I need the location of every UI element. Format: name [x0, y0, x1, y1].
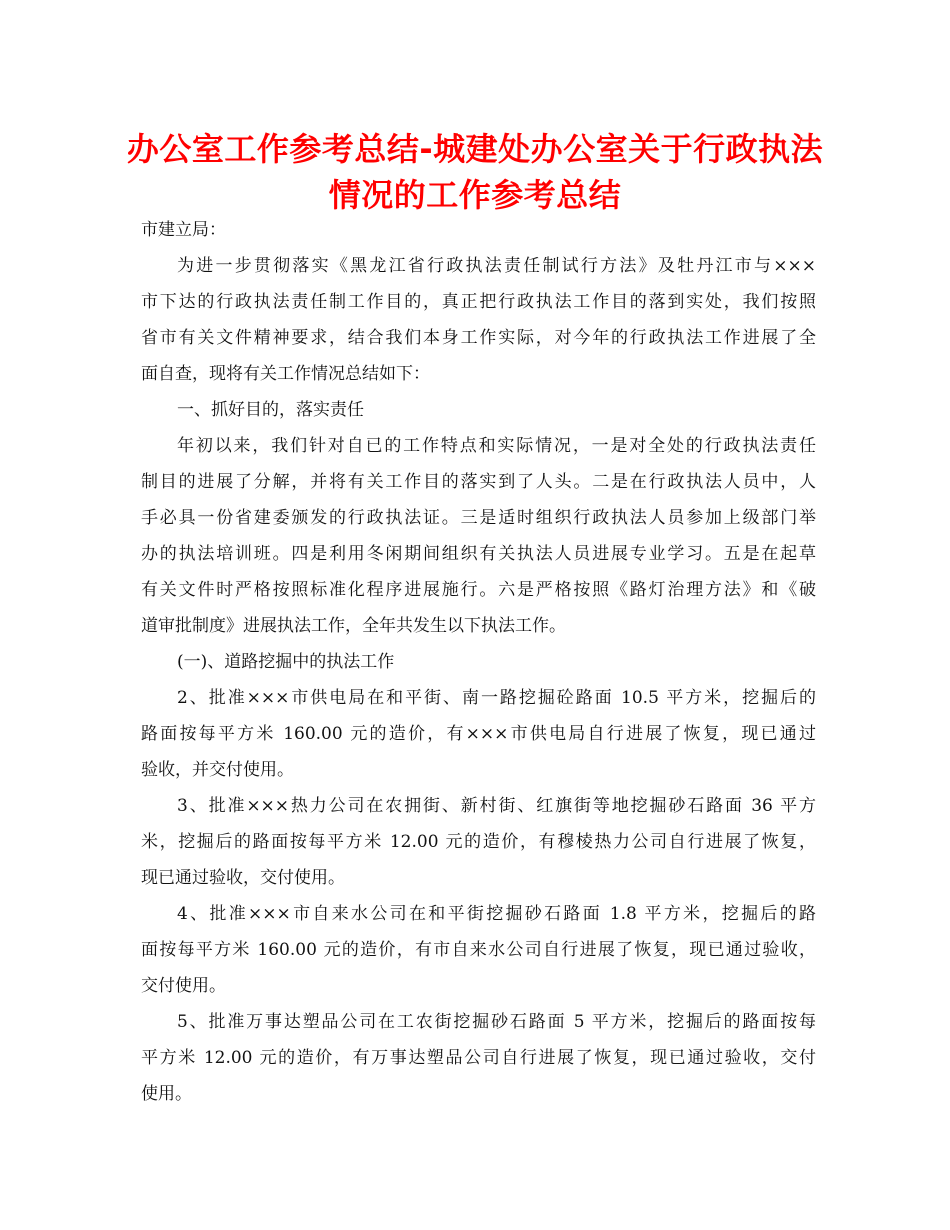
body-line: 为进一步贯彻落实《黑龙江省行政执法责任制试行方法》及牡丹江市与××× — [177, 256, 816, 276]
body-line: 使用。 — [141, 1084, 192, 1104]
document-title-line-2: 情况的工作参考总结 — [328, 176, 622, 214]
body-line: 路面按每平方米 160.00 元的造价，有×××市供电局自行进展了恢复，现已通过 — [141, 724, 816, 744]
body-line: 2、批准×××市供电局在和平街、南一路挖掘砼路面 10.5 平方米，挖掘后的 — [177, 688, 816, 708]
body-line: 一、抓好目的，落实责任 — [177, 400, 364, 420]
body-line: 年初以来，我们针对自已的工作特点和实际情况，一是对全处的行政执法责任 — [177, 436, 816, 456]
body-line: 市下达的行政执法责任制工作目的，真正把行政执法工作目的落到实处，我们按照 — [141, 292, 816, 312]
body-line: 省市有关文件精神要求，结合我们本身工作实际，对今年的行政执法工作进展了全 — [141, 328, 816, 348]
body-line: 制目的进展了分解，并将有关工作目的落实到了人头。二是在行政执法人员中，人 — [141, 472, 816, 492]
document-title-line-1: 办公室工作参考总结-城建处办公室关于行政执法 — [126, 130, 824, 168]
body-line: 面自查，现将有关工作情况总结如下： — [141, 364, 430, 384]
body-line: 5、批准万事达塑品公司在工农街挖掘砂石路面 5 平方米，挖掘后的路面按每 — [177, 1012, 816, 1032]
body-line: 3、批准×××热力公司在农拥街、新村街、红旗街等地挖掘砂石路面 36 平方 — [177, 796, 816, 816]
salutation: 市建立局： — [141, 220, 226, 240]
body-line: (一)、道路挖掘中的执法工作 — [177, 652, 395, 672]
body-line: 现已通过验收，交付使用。 — [141, 868, 345, 888]
body-line: 交付使用。 — [141, 976, 226, 996]
body-line: 办的执法培训班。四是利用冬闲期间组织有关执法人员进展专业学习。五是在起草 — [141, 544, 816, 564]
body-line: 有关文件时严格按照标准化程序进展施行。六是严格按照《路灯治理方法》和《破 — [141, 580, 816, 600]
document-body — [141, 212, 816, 1112]
body-line: 道审批制度》进展执法工作，全年共发生以下执法工作。 — [141, 616, 566, 636]
body-line: 米，挖掘后的路面按每平方米 12.00 元的造价，有穆棱热力公司自行进展了恢复， — [141, 832, 816, 852]
body-line: 面按每平方米 160.00 元的造价，有市自来水公司自行进展了恢复，现已通过验收， — [141, 940, 816, 960]
body-line: 验收，并交付使用。 — [141, 760, 294, 780]
body-line: 4、批准×××市自来水公司在和平街挖掘砂石路面 1.8 平方米，挖掘后的路 — [177, 904, 816, 924]
body-line: 手必具一份省建委颁发的行政执法证。三是适时组织行政执法人员参加上级部门举 — [141, 508, 816, 528]
body-line: 平方米 12.00 元的造价，有万事达塑品公司自行进展了恢复，现已通过验收，交付 — [141, 1048, 816, 1068]
